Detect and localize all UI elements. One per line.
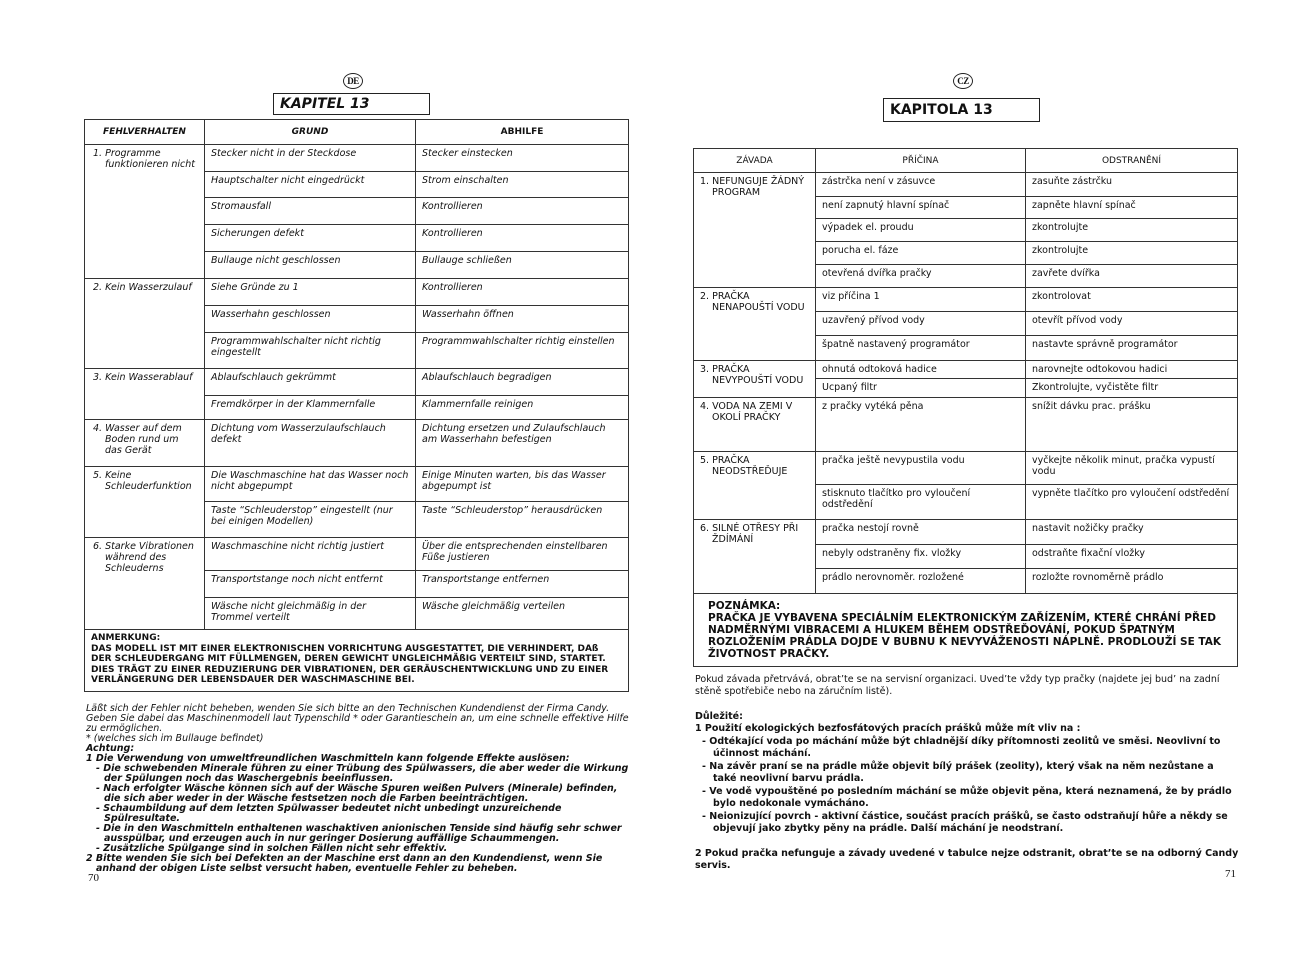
cause-cell: Siehe Gründe zu 1 bbox=[205, 279, 416, 306]
fault-cell: 6. SILNÉ OTŘESY PŘI ŽDÍMÁNÍ bbox=[700, 523, 799, 545]
language-badge-de: DE bbox=[343, 73, 363, 89]
cause-cell: Dichtung vom Wasserzulaufschlauch defekt bbox=[205, 420, 416, 467]
footer-item-2: 2 Bitte wenden Sie sich bei Defekten an der Maschine erst dann an den Kundendienst, wenn Sie anhand der obigen Liste selbst versucht haben, eventuelle Fehler zu beheben. bbox=[86, 853, 603, 874]
footer-item-1: 1 Použití ekologických bezfosfátových pracích prášků může mít vliv na : bbox=[695, 722, 1081, 734]
cause-cell: Die Waschmaschine hat das Wasser noch nicht abgepumpt bbox=[205, 467, 416, 502]
fault-cell: 1. Programme funktionieren nicht bbox=[93, 148, 195, 170]
footer-item-1: 1 Die Verwendung von umweltfreundlichen Waschmitteln kann folgende Effekte auslösen: bbox=[86, 753, 570, 764]
header-cause: PŘÍČINA bbox=[816, 149, 1026, 173]
cause-cell: porucha el. fáze bbox=[816, 242, 1026, 265]
remedy-cell: zapněte hlavní spínač bbox=[1026, 197, 1238, 219]
remedy-cell: Kontrollieren bbox=[416, 279, 629, 306]
note-body: DAS MODELL IST MIT EINER ELEKTRONISCHEN VORRICHTUNG AUSGESTATTET, DIE VERHINDERT, DAß DER SCHLEUDERGANG MIT FÜLLMENGEN, DEREN GEWICHT UNGLEICHMÄßIG VERTEILT SIND, STARTET. DIES TRÄGT ZU EINER REDUZIERUNG DER VIBRATIONEN, DER GERÄUSCHENTWICKLUNG UND ZU EINER VERLÄNGERUNG DER LEBENSDAUER DER WASCHMASCHINE BEI. bbox=[91, 643, 609, 685]
remedy-cell: Dichtung ersetzen und Zulaufschlauch am Wasserhahn befestigen bbox=[416, 420, 629, 467]
cause-cell: špatně nastavený programátor bbox=[816, 336, 1026, 361]
note-title: POZNÁMKA: bbox=[708, 600, 781, 612]
footer-paragraph: Läßt sich der Fehler nicht beheben, wenden Sie sich bitte an den Technischen Kundendienst der Firma Candy. Geben Sie dabei das Maschinenmodell laut Typenschild * oder Garantieschein an, um eine schnelle effektive Hilfe zu ermöglichen. bbox=[86, 703, 629, 734]
remedy-cell: vypněte tlačítko pro vyloučení odstředění bbox=[1026, 485, 1238, 520]
language-badge-cz: CZ bbox=[953, 73, 973, 89]
troubleshooting-table-cz bbox=[693, 148, 1238, 667]
cause-cell: nebyly odstraněny fix. vložky bbox=[816, 545, 1026, 569]
remedy-cell: Zkontrolujte, vyčistěte filtr bbox=[1026, 379, 1238, 398]
cause-cell: výpadek el. proudu bbox=[816, 219, 1026, 242]
cause-cell: Programmwahlschalter nicht richtig eingestellt bbox=[205, 333, 416, 369]
remedy-cell: narovnejte odtokovou hadici bbox=[1026, 361, 1238, 379]
cause-cell: Hauptschalter nicht eingedrückt bbox=[205, 172, 416, 198]
footer-subitem: - Schaumbildung auf dem letzten Spülwasser bedeutet nicht unbedingt unzureichende Spülresultate. bbox=[96, 803, 562, 824]
note-body: PRAČKA JE VYBAVENA SPECIÁLNÍM ELEKTRONICKÝM ZAŘÍZENÍM, KTERÉ CHRÁNÍ PŘED NADMĚRNÝMI VIBRACEMI A HLUKEM BĚHEM ODSTŘEĎOVÁNÍ, POKUD ŠPATNÝM ROZLOŽENÍM PRÁDLA DOJDE V BUBNU K NEVYVÁŽENOSTI NÁPLNĚ. PRODLOUŽÍ SE TAK ŽIVOTNOST PRAČKY. bbox=[708, 612, 1222, 660]
cause-cell: Ablaufschlauch gekrümmt bbox=[205, 369, 416, 396]
cause-cell: prádlo nerovnoměr. rozložené bbox=[816, 569, 1026, 594]
note-box-cz bbox=[694, 594, 1238, 667]
fault-cell: 3. Kein Wasserablauf bbox=[93, 372, 193, 383]
fault-cell: 5. PRAČKA NEODSTŘEĎUJE bbox=[700, 455, 788, 477]
remedy-cell: zasuňte zástrčku bbox=[1026, 173, 1238, 197]
footer-subitem: - Nach erfolgter Wäsche können sich auf der Wäsche Spuren weißen Pulvers (Minerale) befinden, die sich aber weder in der Wäsche festsetzen noch die Farben beeinträchtigen. bbox=[96, 783, 618, 804]
footer-notes-de bbox=[86, 704, 631, 874]
footer-notes-cz bbox=[695, 674, 1240, 871]
cause-cell: ohnutá odtoková hadice bbox=[816, 361, 1026, 379]
remedy-cell: Transportstange entfernen bbox=[416, 571, 629, 598]
cause-cell: pračka ještě nevypustila vodu bbox=[816, 452, 1026, 485]
remedy-cell: zkontrolujte bbox=[1026, 219, 1238, 242]
note-box-de bbox=[85, 630, 629, 692]
cause-cell: Fremdkörper in der Klammernfalle bbox=[205, 396, 416, 420]
chapter-title-cz: KAPITOLA 13 bbox=[883, 98, 1040, 122]
cause-cell: Taste “Schleuderstop” eingestellt (nur bei einigen Modellen) bbox=[205, 502, 416, 538]
footer-subitem: - Die in den Waschmitteln enthaltenen waschaktiven anionischen Tenside sind häufig sehr schwer ausspülbar, und erzeugen auch in nur geringer Dosierung auffällige Schaummengen. bbox=[96, 823, 622, 844]
cause-cell: pračka nestojí rovně bbox=[816, 520, 1026, 545]
fault-cell: 5. Keine Schleuderfunktion bbox=[93, 470, 192, 492]
remedy-cell: Über die entsprechenden einstellbaren Füße justieren bbox=[416, 538, 629, 571]
page-number-left: 70 bbox=[88, 872, 99, 884]
footer-subitem: - Die schwebenden Minerale führen zu einer Trübung des Spülwassers, die aber weder die Wirkung der Spülungen noch das Waschergebnis beeinflussen. bbox=[96, 763, 629, 784]
cause-cell: zástrčka není v zásuvce bbox=[816, 173, 1026, 197]
remedy-cell: Stecker einstecken bbox=[416, 145, 629, 172]
cause-cell: Wasserhahn geschlossen bbox=[205, 306, 416, 333]
fault-cell: 3. PRAČKA NEVYPOUŠTÍ VODU bbox=[700, 364, 804, 386]
cause-cell: Stecker nicht in der Steckdose bbox=[205, 145, 416, 172]
chapter-title-de: KAPITEL 13 bbox=[273, 93, 430, 115]
fault-cell: 4. Wasser auf dem Boden rund um das Gerät bbox=[93, 423, 182, 456]
remedy-cell: Taste “Schleuderstop” herausdrücken bbox=[416, 502, 629, 538]
remedy-cell: Kontrollieren bbox=[416, 198, 629, 225]
cause-cell: otevřená dvířka pračky bbox=[816, 265, 1026, 288]
cause-cell: Waschmaschine nicht richtig justiert bbox=[205, 538, 416, 571]
remedy-cell: Strom einschalten bbox=[416, 172, 629, 198]
fault-cell: 1. NEFUNGUJE ŽÁDNÝ PROGRAM bbox=[700, 176, 805, 198]
remedy-cell: nastavte správně programátor bbox=[1026, 336, 1238, 361]
remedy-cell: zkontrolujte bbox=[1026, 242, 1238, 265]
fault-cell: 2. Kein Wasserzulauf bbox=[93, 282, 192, 293]
header-remedy: ODSTRANĚNÍ bbox=[1026, 149, 1238, 173]
header-fault: FEHLVERHALTEN bbox=[85, 120, 205, 145]
remedy-cell: vyčkejte několik minut, pračka vypustí vodu bbox=[1026, 452, 1238, 485]
remedy-cell: Wasserhahn öffnen bbox=[416, 306, 629, 333]
remedy-cell: Kontrollieren bbox=[416, 225, 629, 252]
cause-cell: z pračky vytéká pěna bbox=[816, 398, 1026, 452]
footer-item-2: 2 Pokud pračka nefunguje a závady uvedené v tabulce nejze odstranit, obrat’te se na odborný Candy servis. bbox=[695, 848, 1239, 871]
remedy-cell: nastavit nožičky pračky bbox=[1026, 520, 1238, 545]
footer-subitem: - Ve vodě vypouštěné po posledním máchání se může objevit pěna, která neznamená, že by prádlo bylo nedokonale vymácháno. bbox=[702, 786, 1232, 809]
cause-cell: Transportstange noch nicht entfernt bbox=[205, 571, 416, 598]
footer-subitem: - Na závěr praní se na prádle může objevit bílý prášek (zeolity), který však na něm nezůstane a také neovlivní barvu prádla. bbox=[702, 761, 1214, 784]
cause-cell: Stromausfall bbox=[205, 198, 416, 225]
fault-cell: 2. PRAČKA NENAPOUŠTÍ VODU bbox=[700, 291, 805, 313]
troubleshooting-table-de bbox=[84, 119, 629, 692]
header-remedy: ABHILFE bbox=[416, 120, 629, 145]
cause-cell: Bullauge nicht geschlossen bbox=[205, 252, 416, 279]
cause-cell: není zapnutý hlavní spínač bbox=[816, 197, 1026, 219]
footer-footnote: * (welches sich im Bullauge befindet) bbox=[86, 733, 264, 744]
remedy-cell: Programmwahlschalter richtig einstellen bbox=[416, 333, 629, 369]
remedy-cell: Ablaufschlauch begradigen bbox=[416, 369, 629, 396]
fault-cell: 6. Starke Vibrationen während des Schleuderns bbox=[93, 541, 194, 574]
page-number-right: 71 bbox=[1225, 868, 1236, 880]
remedy-cell: zavřete dvířka bbox=[1026, 265, 1238, 288]
cause-cell: viz příčina 1 bbox=[816, 288, 1026, 312]
remedy-cell: otevřít přívod vody bbox=[1026, 312, 1238, 336]
remedy-cell: Bullauge schließen bbox=[416, 252, 629, 279]
footer-subitem: - Odtékající voda po máchání může být chladnější díky přítomnosti zeolitů ve směsi. Neovlivní to účinnost máchání. bbox=[702, 736, 1221, 759]
footer-subitem: - Zusätzliche Spülgange sind in solchen Fällen nicht sehr effektiv. bbox=[96, 843, 448, 854]
remedy-cell: rozložte rovnoměrně prádlo bbox=[1026, 569, 1238, 594]
important-heading: Důležité: bbox=[695, 711, 743, 722]
cause-cell: stisknuto tlačítko pro vyloučení odstředění bbox=[816, 485, 1026, 520]
cause-cell: Ucpaný filtr bbox=[816, 379, 1026, 398]
remedy-cell: snížit dávku prac. prášku bbox=[1026, 398, 1238, 452]
attention-heading: Achtung: bbox=[86, 743, 135, 754]
header-fault: ZÁVADA bbox=[694, 149, 816, 173]
footer-subitem: - Neionizující povrch - aktivní částice, součást pracích prášků, se často odstraňují hůře a někdy se objevují jako zbytky pěny na prádle. Další máchání je neodstraní. bbox=[702, 811, 1228, 834]
cause-cell: Wäsche nicht gleichmäßig in der Trommel verteilt bbox=[205, 598, 416, 630]
note-title: ANMERKUNG: bbox=[91, 633, 161, 643]
remedy-cell: odstraňte fixační vložky bbox=[1026, 545, 1238, 569]
header-cause: GRUND bbox=[205, 120, 416, 145]
footer-paragraph: Pokud závada přetrvává, obrat’te se na servisní organizaci. Uved’te vždy typ pračky (najdete jej bud’ na zadní stěně spotřebiče nebo na záručním listě). bbox=[695, 674, 1220, 697]
remedy-cell: Wäsche gleichmäßig verteilen bbox=[416, 598, 629, 630]
fault-cell: 4. VODA NA ZEMI V OKOLÍ PRAČKY bbox=[700, 401, 793, 423]
cause-cell: Sicherungen defekt bbox=[205, 225, 416, 252]
remedy-cell: zkontrolovat bbox=[1026, 288, 1238, 312]
remedy-cell: Einige Minuten warten, bis das Wasser abgepumpt ist bbox=[416, 467, 629, 502]
cause-cell: uzavřený přívod vody bbox=[816, 312, 1026, 336]
remedy-cell: Klammernfalle reinigen bbox=[416, 396, 629, 420]
